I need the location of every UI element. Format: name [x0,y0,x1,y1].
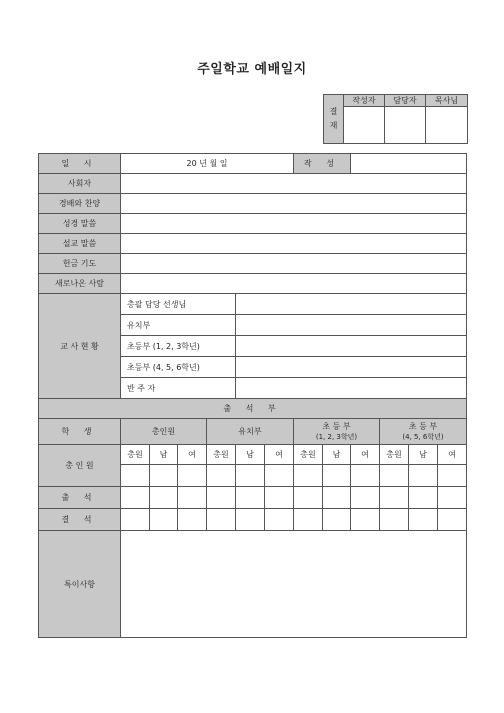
count-cell[interactable] [207,465,236,487]
approval-pastor-sign[interactable] [426,107,468,144]
teacher-row-label: 반 주 자 [121,378,236,399]
count-cell[interactable] [438,509,467,531]
student-label: 학 생 [39,419,121,445]
sermon-label: 설교 말씀 [39,234,121,254]
sub-col-male: 남 [323,445,351,465]
count-cell[interactable] [409,465,438,487]
group-kindergarten: 유치부 [207,419,294,445]
offering-label: 헌금 기도 [39,254,121,274]
scripture-label: 성경 말씀 [39,214,121,234]
sub-col-total: 총원 [380,445,409,465]
count-cell[interactable] [323,487,351,509]
count-cell[interactable] [380,487,409,509]
approval-label: 결 재 [324,95,344,144]
count-cell[interactable] [438,465,467,487]
count-cell[interactable] [265,509,294,531]
teacher-row-field[interactable] [236,357,467,378]
sub-col-female: 여 [265,445,294,465]
sub-col-female: 여 [351,445,380,465]
document-title: 주일학교 예배일지 [197,62,307,77]
sub-col-male: 남 [150,445,178,465]
offering-field[interactable] [121,254,467,274]
sub-col-male: 남 [409,445,438,465]
count-cell[interactable] [294,465,323,487]
count-cell[interactable] [351,509,380,531]
sub-col-total: 총원 [207,445,236,465]
count-cell[interactable] [265,465,294,487]
teachers-label: 교 사 현 황 [39,294,121,399]
teacher-row-field[interactable] [236,294,467,315]
sub-col-male: 남 [236,445,265,465]
notes-label: 특이사항 [39,531,121,638]
worship-log-form [38,153,467,638]
sub-col-total: 총원 [121,445,150,465]
author-field[interactable] [351,154,467,174]
sub-col-female: 여 [438,445,467,465]
count-cell[interactable] [351,465,380,487]
approval-pastor: 목사님 [426,95,468,107]
count-cell[interactable] [323,465,351,487]
count-cell[interactable] [409,487,438,509]
scripture-field[interactable] [121,214,467,234]
approval-writer-sign[interactable] [344,107,385,144]
teacher-row-label: 초등부 (1, 2, 3학년) [121,336,236,357]
sub-col-female: 여 [178,445,207,465]
approval-manager: 담당자 [385,95,426,107]
count-cell[interactable] [294,509,323,531]
teacher-row-field[interactable] [236,315,467,336]
count-cell[interactable] [150,509,178,531]
notes-field[interactable] [121,531,467,638]
count-cell[interactable] [150,465,178,487]
author-label: 작 성 [294,154,351,174]
teacher-row-label: 유치부 [121,315,236,336]
approval-manager-sign[interactable] [385,107,426,144]
total-count-label: 총 인 원 [39,445,121,487]
sermon-field[interactable] [121,234,467,254]
count-cell[interactable] [236,487,265,509]
count-cell[interactable] [207,487,236,509]
teacher-row-label: 총괄 담당 선생님 [121,294,236,315]
newcomer-field[interactable] [121,274,467,294]
group-elementary-lower: 초 등 부 (1, 2, 3학년) [294,419,380,445]
date-label: 일 시 [39,154,121,174]
newcomer-label: 새로나온 사람 [39,274,121,294]
count-cell[interactable] [150,487,178,509]
teacher-row-field[interactable] [236,336,467,357]
count-cell[interactable] [409,509,438,531]
absent-label: 결 석 [39,509,121,531]
worship-field[interactable] [121,194,467,214]
worship-label: 경배와 찬양 [39,194,121,214]
count-cell[interactable] [236,465,265,487]
sub-col-total: 총원 [294,445,323,465]
present-label: 출 석 [39,487,121,509]
count-cell[interactable] [178,487,207,509]
count-cell[interactable] [236,509,265,531]
count-cell[interactable] [121,509,150,531]
group-total: 총인원 [121,419,207,445]
teacher-row-field[interactable] [236,378,467,399]
host-label: 사회자 [39,174,121,194]
count-cell[interactable] [294,487,323,509]
approval-writer: 작성자 [344,95,385,107]
approval-box [323,94,468,144]
attendance-header: 출 석 부 [39,399,467,419]
count-cell[interactable] [380,509,409,531]
count-cell[interactable] [121,465,150,487]
host-field[interactable] [121,174,467,194]
count-cell[interactable] [265,487,294,509]
count-cell[interactable] [121,487,150,509]
count-cell[interactable] [351,487,380,509]
group-elementary-upper: 초 등 부 (4, 5, 6학년) [380,419,467,445]
teacher-row-label: 초등부 (4, 5, 6학년) [121,357,236,378]
count-cell[interactable] [438,487,467,509]
count-cell[interactable] [380,465,409,487]
count-cell[interactable] [207,509,236,531]
date-field[interactable]: 20 년 월 일 [121,154,294,174]
count-cell[interactable] [178,509,207,531]
count-cell[interactable] [323,509,351,531]
count-cell[interactable] [178,465,207,487]
